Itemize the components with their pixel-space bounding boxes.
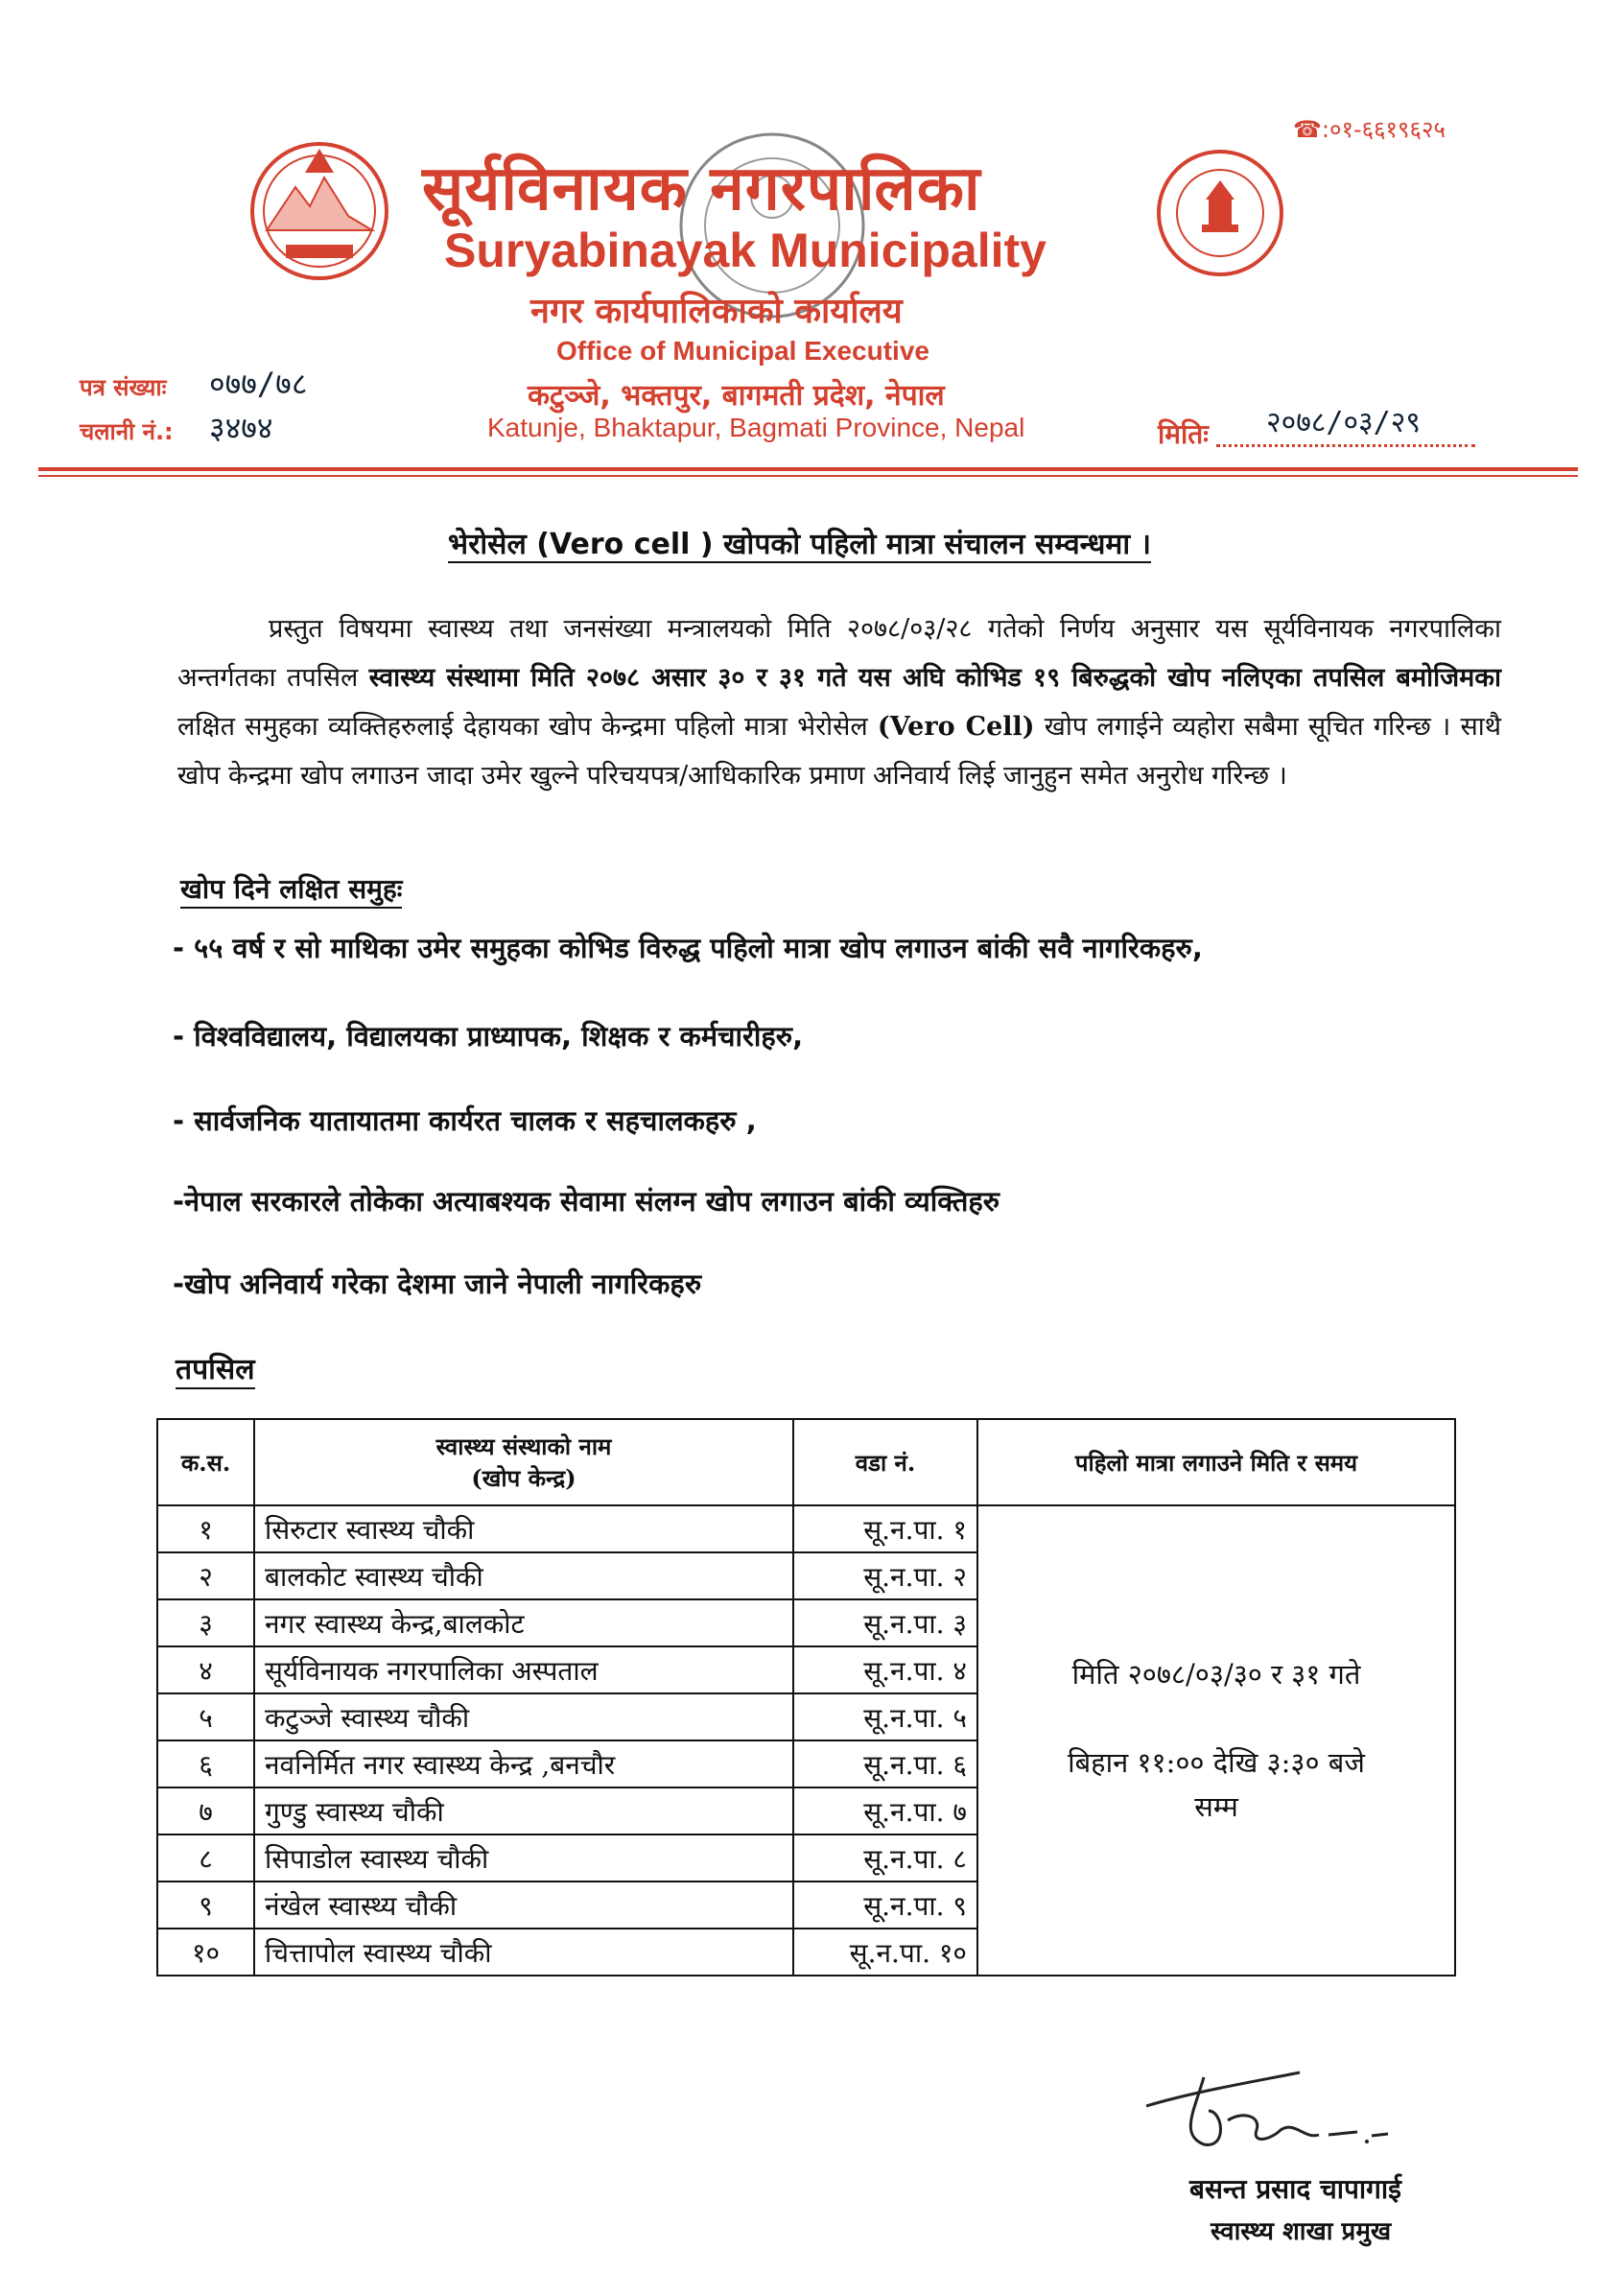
table-row (157, 1505, 1455, 1552)
header-divider-thin (38, 475, 1578, 477)
cell-ward: सू.न.पा. ८ (793, 1834, 977, 1882)
municipality-name-en: Suryabinayak Municipality (444, 224, 1046, 277)
date-value: २०७८/०३/२९ (1266, 406, 1421, 439)
cell-sn: ५ (157, 1693, 254, 1740)
col-header-schedule: पहिलो मात्रा लगाउने मिति र समय (977, 1419, 1455, 1505)
target-groups-heading: खोप दिने लक्षित समुहः (180, 870, 402, 909)
subject-line (0, 523, 1599, 562)
cell-schedule (977, 1505, 1455, 1976)
cell-sn: ३ (157, 1599, 254, 1646)
schedule-time-end: सम्म (1194, 1790, 1238, 1823)
target-item: - सार्वजनिक यातायातमा कार्यरत चालक र सहचालकहरु , (173, 1104, 757, 1137)
para-bold-1: स्वास्थ्य संस्थामा मिति २०७८ असार ३० र ३१ गते यस अघि कोभिड १९ बिरुद्धको खोप नलिएका तपसिल बमोजिमका (368, 663, 1501, 693)
cell-name: कटुञ्जे स्वास्थ्य चौकी (254, 1693, 793, 1740)
header-divider (38, 467, 1578, 471)
schedule-time: बिहान ११:०० देखि ३:३० बजे (1068, 1746, 1365, 1779)
cell-name: चित्तापोल स्वास्थ्य चौकी (254, 1929, 793, 1976)
vaccination-centers-table (156, 1418, 1456, 1976)
col-header-name-line2: (खोप केन्द्र) (471, 1464, 576, 1492)
chalani-label: चलानी नं.: (80, 418, 174, 445)
cell-sn: २ (157, 1552, 254, 1599)
address-np: कटुञ्जे, भक्तपुर, बागमती प्रदेश, नेपाल (528, 379, 945, 413)
cell-ward: सू.न.पा. ९ (793, 1882, 977, 1929)
col-header-ward: वडा नं. (793, 1419, 977, 1505)
cell-sn: ४ (157, 1646, 254, 1693)
col-header-name (254, 1419, 793, 1505)
para-part-1: प्रस्तुत विषयमा स्वास्थ्य तथा जनसंख्या मन्त्रालयको मिति २०७८/०३/२८ गतेको निर्णय अनुसार यस सूर्यविनायक नगरपालिका अन्तर्गतका तपसिल (177, 614, 1501, 693)
cell-ward: सू.न.पा. २ (793, 1552, 977, 1599)
cell-ward: सू.न.पा. १० (793, 1929, 977, 1976)
office-name-en: Office of Municipal Executive (556, 336, 929, 366)
nepal-emblem-icon (247, 134, 391, 288)
cell-sn: ८ (157, 1834, 254, 1882)
cell-sn: १ (157, 1505, 254, 1552)
cell-ward: सू.न.पा. ३ (793, 1599, 977, 1646)
address-en: Katunje, Bhaktapur, Bagmati Province, Nepal (487, 413, 1025, 442)
cell-sn: ६ (157, 1740, 254, 1787)
target-item: -खोप अनिवार्य गरेका देशमा जाने नेपाली नागरिकहरु (173, 1267, 702, 1300)
cell-ward: सू.न.पा. १ (793, 1505, 977, 1552)
target-item: - विश्वविद्यालय, विद्यालयका प्राध्यापक, शिक्षक र कर्मचारीहरु, (173, 1020, 804, 1053)
cell-name: सिरुटार स्वास्थ्य चौकी (254, 1505, 793, 1552)
para-part-2: लक्षित समुहका व्यक्तिहरुलाई देहायका खोप केन्द्रमा पहिलो मात्रा भेरोसेल (177, 712, 878, 742)
para-bold-2: (Vero Cell) (877, 712, 1035, 742)
signatory-title: स्वास्थ्य शाखा प्रमुख (1211, 2217, 1392, 2246)
patra-label: पत्र संख्याः (80, 374, 167, 401)
cell-name: बालकोट स्वास्थ्य चौकी (254, 1552, 793, 1599)
target-item: -नेपाल सरकारले तोकेका अत्याबश्यक सेवामा संलग्न खोप लगाउन बांकी व्यक्तिहरु (173, 1185, 1000, 1218)
cell-sn: ९ (157, 1882, 254, 1929)
signature-icon (1137, 2053, 1434, 2168)
date-label: मितिः (1158, 418, 1209, 450)
patra-value: ०७७/७८ (209, 366, 308, 402)
schedule-date: मिति २०७८/०३/३० र ३१ गते (1071, 1658, 1361, 1691)
subject-text: भेरोसेल (Vero cell ) खोपको पहिलो मात्रा संचालन सम्वन्धमा । (448, 528, 1151, 561)
phone-number: ☎:०१-६६१९६२५ (1293, 116, 1446, 143)
schedule-heading: तपसिल (176, 1348, 255, 1389)
municipality-logo-icon (1156, 144, 1285, 283)
cell-ward: सू.न.पा. ५ (793, 1693, 977, 1740)
cell-ward: सू.न.पा. ६ (793, 1740, 977, 1787)
cell-ward: सू.न.पा. ४ (793, 1646, 977, 1693)
col-header-sn: क.स. (157, 1419, 254, 1505)
notice-paragraph (177, 604, 1501, 800)
col-header-name-line1: स्वास्थ्य संस्थाको नाम (435, 1432, 612, 1460)
cell-ward: सू.न.पा. ७ (793, 1787, 977, 1834)
office-name-np: नगर कार्यपालिकाको कार्यालय (530, 292, 903, 331)
target-item: - ५५ वर्ष र सो माथिका उमेर समुहका कोभिड विरुद्ध पहिलो मात्रा खोप लगाउन बांकी सवै नागरिकहरु, (173, 932, 1203, 964)
cell-name: नगर स्वास्थ्य केन्द्र,बालकोट (254, 1599, 793, 1646)
chalani-value: ३४७४ (209, 410, 273, 446)
cell-sn: १० (157, 1929, 254, 1976)
cell-name: सूर्यविनायक नगरपालिका अस्पताल (254, 1646, 793, 1693)
cell-sn: ७ (157, 1787, 254, 1834)
para-part-3: खोप लगाईने व्यहोरा सबैमा सूचित गरिन्छ । साथै खोप केन्द्रमा खोप लगाउन जादा उमेर खुल्ने परिचयपत्र/आधिकारिक प्रमाण अनिवार्य लिई जानुहुन समेत अनुरोध गरिन्छ । (177, 712, 1501, 791)
municipality-name-np: सूर्यविनायक नगरपालिका (422, 154, 981, 225)
cell-name: नवनिर्मित नगर स्वास्थ्य केन्द्र ,बनचौर (254, 1740, 793, 1787)
cell-name: सिपाडोल स्वास्थ्य चौकी (254, 1834, 793, 1882)
table-header-row (157, 1419, 1455, 1505)
cell-name: गुण्डु स्वास्थ्य चौकी (254, 1787, 793, 1834)
cell-name: नंखेल स्वास्थ्य चौकी (254, 1882, 793, 1929)
signatory-name: बसन्त प्रसाद चापागाई (1189, 2173, 1401, 2205)
